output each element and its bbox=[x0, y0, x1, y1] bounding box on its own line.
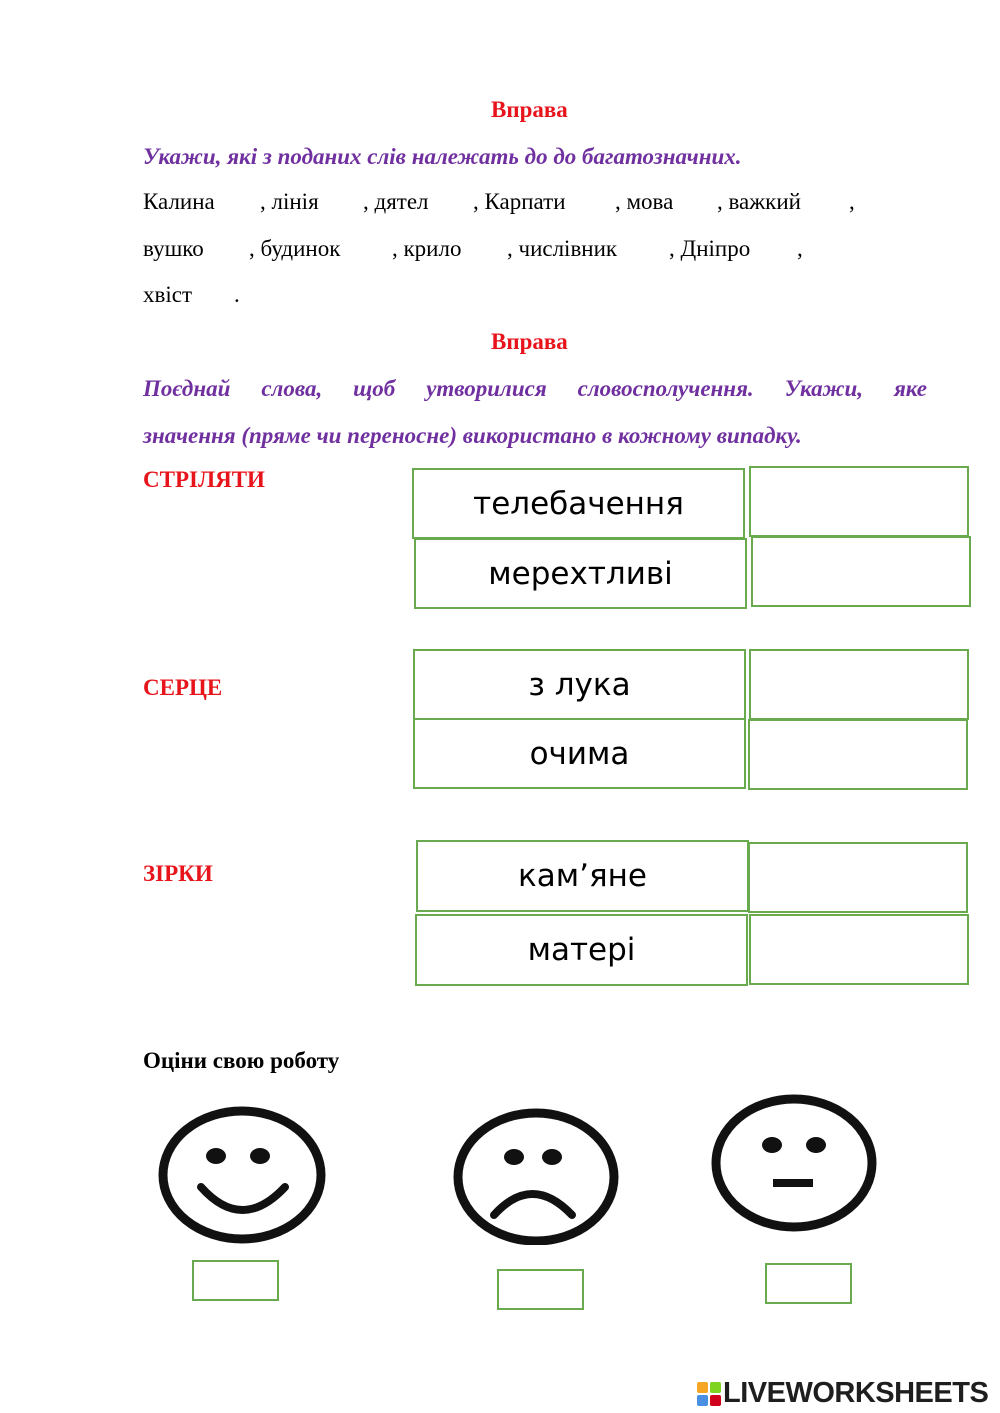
word-item: вушко bbox=[143, 236, 204, 261]
option-box[interactable]: кам’яне bbox=[416, 840, 749, 912]
exercise2-instruction-line1: Поєднай слова, щоб утворилися словосполучення. Укажи, яке bbox=[143, 376, 927, 401]
word-item: хвіст bbox=[143, 282, 193, 307]
logo-text: LIVEWORKSHEETS bbox=[723, 1377, 989, 1409]
word-item: , будинок bbox=[249, 236, 341, 261]
option-box[interactable]: матері bbox=[415, 914, 748, 986]
exercise1-heading: Вправа bbox=[491, 97, 568, 122]
word-item: , лінія bbox=[260, 189, 319, 214]
neutral-face-icon bbox=[710, 1093, 880, 1233]
word-separator: , bbox=[797, 236, 803, 261]
answer-box[interactable] bbox=[749, 466, 969, 537]
option-box[interactable]: очима bbox=[413, 718, 746, 789]
keyword-zirky: ЗІРКИ bbox=[143, 861, 213, 886]
word-item: , дятел bbox=[363, 189, 429, 214]
answer-box[interactable] bbox=[748, 842, 968, 913]
word-item: , Дніпро bbox=[669, 236, 751, 261]
rating-box-sad[interactable] bbox=[497, 1269, 584, 1310]
answer-box[interactable] bbox=[748, 719, 968, 790]
word-separator: , bbox=[849, 189, 855, 214]
option-box[interactable]: телебачення bbox=[412, 468, 745, 539]
exercise1-instruction: Укажи, які з поданих слів належать до до багатозначних. bbox=[143, 144, 742, 169]
liveworksheets-logo bbox=[697, 1377, 988, 1410]
word-item: , мова bbox=[615, 189, 674, 214]
happy-face-icon bbox=[158, 1105, 328, 1245]
rating-box-happy[interactable] bbox=[192, 1260, 279, 1301]
option-box[interactable]: з лука bbox=[413, 649, 746, 720]
word-item: , числівник bbox=[507, 236, 618, 261]
answer-box[interactable] bbox=[749, 649, 969, 720]
option-box[interactable]: мерехтливі bbox=[414, 538, 747, 609]
answer-box[interactable] bbox=[749, 914, 969, 985]
liveworksheets-logo-icon bbox=[697, 1382, 721, 1406]
word-item: Калина bbox=[143, 189, 215, 214]
exercise2-instruction-line2: значення (пряме чи переносне) використано в кожному випадку. bbox=[143, 423, 802, 448]
word-item: , крило bbox=[392, 236, 462, 261]
rating-title: Оціни свою роботу bbox=[143, 1048, 340, 1073]
keyword-sertse: СЕРЦЕ bbox=[143, 675, 223, 700]
keyword-striliaty: СТРІЛЯТИ bbox=[143, 467, 265, 492]
sad-face-icon bbox=[452, 1105, 622, 1245]
word-item: , важкий bbox=[717, 189, 801, 214]
answer-box[interactable] bbox=[751, 536, 971, 607]
exercise2-heading: Вправа bbox=[491, 329, 568, 354]
word-item: , Карпати bbox=[473, 189, 566, 214]
word-separator: . bbox=[234, 282, 240, 307]
rating-box-neutral[interactable] bbox=[765, 1263, 852, 1304]
